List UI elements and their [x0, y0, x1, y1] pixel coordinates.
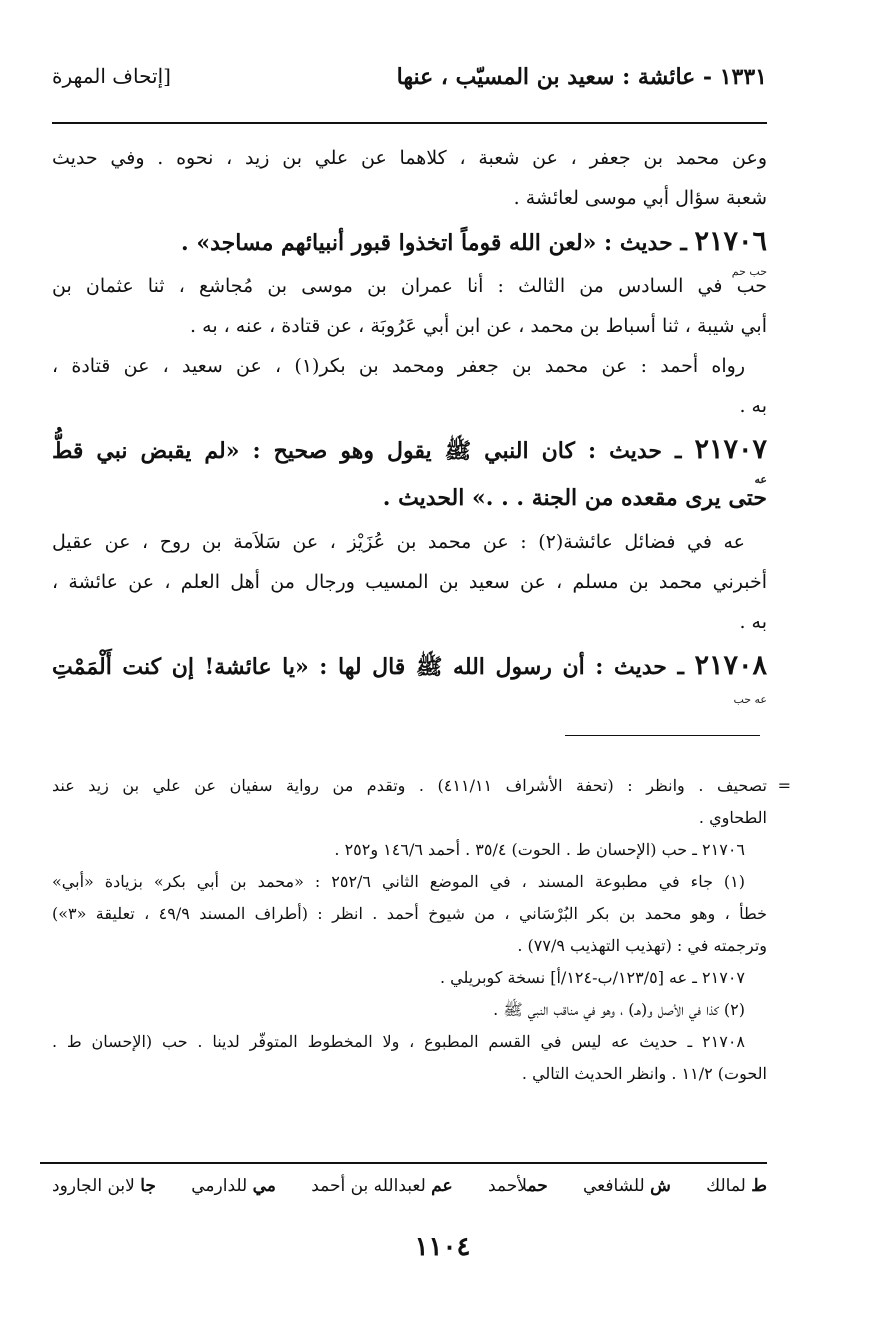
text-line: شعبة سؤال أبي موسى لعائشة .: [513, 187, 767, 209]
footnote-line: (١) جاء في مطبوعة المسند ، في الموضع الثاني ٢٥٢/٦ : «محمد بن أبي بكر» بزيادة «أبي»: [52, 872, 746, 891]
text-line: رواه أحمد : عن محمد بن جعفر ومحمد بن بكر(١) ، عن سعيد ، عن قتادة ،: [52, 355, 745, 377]
footnote-line: ٢١٧٠٧ ـ عه [١٢٣/٥/ب-١٢٤/أ] نسخة كوبريلي .: [440, 968, 745, 987]
continuation-mark: =: [777, 776, 791, 795]
sigla-abbr: ط: [751, 1176, 767, 1196]
sigla-name: للشافعي: [583, 1176, 645, 1196]
text-line: أبي شيبة ، ثنا أسباط بن محمد ، عن ابن أبي عَرُوبَة ، عن قتادة ، عنه ، به .: [190, 315, 767, 337]
hadith-heading: [52, 426, 767, 474]
page-header: [52, 64, 767, 104]
footnote-line: ٢١٧٠٦ ـ حب (الإحسان ط . الحوت) ٣٥/٤ . أحمد ١٤٦/٦ و٢٥٢ .: [334, 840, 745, 859]
sigla-abbr: جا: [140, 1176, 156, 1196]
hadith-number: ٢١٧٠٦: [694, 226, 767, 257]
book-title: [إتحاف المهرة: [52, 64, 171, 88]
main-text: [52, 138, 767, 710]
footnote-line: خطأ ، وهو محمد بن بكر البُرْسَاني ، من شيوخ أحمد . انظر : (أطراف المسند ٤٩/٩ ، تعليقة «٣»): [52, 904, 768, 923]
footnote-line: (٢) كذا في الأصل و(هـ) ، وهو في مناقب النبي ﷺ .: [493, 1000, 745, 1019]
footnote-line: ٢١٧٠٨ ـ حديث عه ليس في القسم المطبوع ، ولا المخطوط المتوفّر لدينا . حب (الإحسان ط .: [52, 1032, 746, 1051]
source-mark-line: [52, 690, 767, 710]
hadith-heading: [52, 218, 767, 266]
running-title: ١٣٣١ - عائشة : سعيد بن المسيّب ، عنها: [396, 64, 767, 90]
sigla-name: لمالك: [706, 1176, 746, 1196]
source-mark: عه حب: [733, 693, 767, 706]
source-mark: عه: [754, 473, 767, 486]
footnote-line: وترجمته في : (تهذيب التهذيب ٧٧/٩) .: [517, 936, 767, 955]
sigla-item: [52, 1176, 156, 1196]
footnotes: [52, 770, 791, 1090]
sigla-abbr: مي: [252, 1176, 276, 1196]
sigla-item: [311, 1176, 452, 1196]
text-line-content: حب في السادس من الثالث : أنا عمران بن موسى بن مُجاشع ، ثنا عثمان بن: [52, 275, 767, 297]
footer-rule: [40, 1162, 767, 1164]
sigla-legend: [52, 1176, 767, 1196]
text-line: به .: [739, 395, 767, 417]
sigla-item: [583, 1176, 671, 1196]
text-line: وعن محمد بن جعفر ، عن شعبة ، كلاهما عن علي بن زيد ، نحوه . وفي حديث: [52, 147, 767, 169]
sigla-abbr: عم: [431, 1176, 453, 1196]
sigla-abbr: ش: [650, 1176, 671, 1196]
page-number: ١١٠٤: [414, 1232, 471, 1262]
hadith-title: ـ حديث : «لعن الله قوماً اتخذوا قبور أنبيائهم مساجد» .: [181, 230, 687, 256]
footnote-separator: [565, 735, 760, 736]
text-line: به .: [739, 611, 767, 633]
footnote-text: تصحيف . وانظر : (تحفة الأشراف ٤١١/١١) . وتقدم من رواية سفيان عن علي بن زيد عند: [52, 776, 767, 795]
hadith-heading: [52, 642, 767, 690]
sigla-abbr: حم: [527, 1176, 548, 1196]
hadith-title-cont: حتى يرى مقعده من الجنة . . .» الحديث .: [382, 485, 767, 511]
sigla-name: لعبدالله بن أحمد: [311, 1176, 426, 1196]
sigla-item: [706, 1176, 767, 1196]
sigla-item: [488, 1176, 548, 1196]
text-line: [52, 266, 767, 306]
footnote-line: [52, 770, 791, 802]
sigla-name: للدارمي: [191, 1176, 248, 1196]
sigla-name: لابن الجارود: [52, 1176, 135, 1196]
sigla-name: لأحمد: [487, 1176, 528, 1196]
hadith-title: ـ حديث : كان النبي ﷺ يقول وهو صحيح : «لم يقبض نبي قطُّ: [52, 438, 682, 464]
source-mark: حب حم: [731, 265, 767, 278]
sigla-item: [191, 1176, 276, 1196]
header-rule: [52, 122, 767, 124]
footnote-line: الحوت) ١١/٢ . وانظر الحديث التالي .: [521, 1064, 767, 1083]
hadith-number: ٢١٧٠٨: [694, 650, 767, 681]
hadith-number: ٢١٧٠٧: [694, 434, 767, 465]
hadith-heading-continued: [52, 474, 767, 522]
text-line: أخبرني محمد بن مسلم ، عن سعيد بن المسيب ورجال من أهل العلم ، عن عائشة ،: [52, 571, 767, 593]
hadith-title: ـ حديث : أن رسول الله ﷺ قال لها : «يا عائشة! إن كنت أَلْمَمْتِ: [52, 654, 684, 680]
footnote-line: الطحاوي .: [698, 808, 767, 827]
text-line: عه في فضائل عائشة(٢) : عن محمد بن عُزَيْز ، عن سَلاَمة بن روح ، عن عقيل: [52, 531, 745, 553]
